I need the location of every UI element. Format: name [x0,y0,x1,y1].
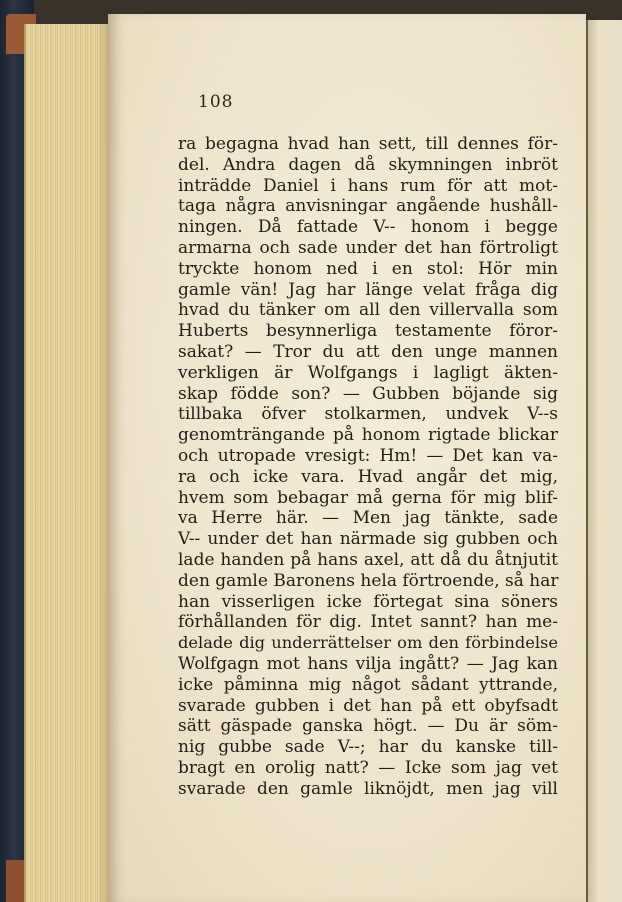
text-line: va Herre här. — Men jag tänkte, sade [178,508,558,529]
text-line: ra begagna hvad han sett, till dennes för- [178,134,558,154]
text-line: taga några anvisningar angående hushåll- [178,196,558,217]
text-line: nig gubbe sade V--; har du kanske till- [178,737,558,758]
text-line: hvad du tänker om all den villervalla som [178,300,558,321]
text-line: svarade den gamle liknöjdt, men jag vill [178,778,558,799]
text-line: han visserligen icke förtegat sina söners [178,591,558,612]
page-number: 108 [198,92,234,112]
text-line: Huberts besynnerliga testamente föror- [178,321,558,342]
book-page [108,14,586,902]
text-line: den gamle Baronens hela förtroende, så har [178,570,559,591]
text-line: och utropade vresigt: Hm! — Det kan va- [178,445,558,466]
text-line: förhållanden för dig. Intet sannt? han me- [178,612,558,633]
text-line: verkligen är Wolfgangs i lagligt äkten- [178,362,558,383]
text-line: hvem som bebagar må gerna för mig blif- [178,487,558,508]
text-line: sätt gäspade ganska högt. — Du är söm- [178,716,558,737]
text-line: lade handen på hans axel, att då du åtnjutit [178,549,558,570]
text-line: genomträngande på honom rigtade blickar [178,425,558,446]
text-line: gamle vän! Jag har länge velat fråga dig [178,279,558,300]
facing-page-edge [586,20,622,902]
text-line: del. Andra dagen då skymningen inbröt [178,154,558,175]
text-line: sakat? — Tror du att den unge mannen [178,341,558,362]
body-text [178,134,558,800]
text-line: V-- under det han närmade sig gubben och [178,529,558,550]
text-line: inträdde Daniel i hans rum för att mot- [178,175,558,196]
text-line: ra och icke vara. Hvad angår det mig, [178,466,558,487]
text-line: ningen. Då fattade V-- honom i begge [178,217,558,238]
text-line: skap födde son? — Gubben böjande sig [178,383,558,404]
text-line: tryckte honom ned i en stol: Hör min [178,258,558,279]
text-line: bragt en orolig natt? — Icke som jag vet [178,757,558,778]
text-line: delade dig underrättelser om den förbindelse [178,633,558,653]
text-line: tillbaka öfver stolkarmen, undvek V--s [178,404,558,425]
text-line: icke påminna mig något sådant yttrande, [178,674,558,695]
text-line: Wolfgagn mot hans vilja ingått? — Jag kan [178,653,558,674]
text-line: svarade gubben i det han på ett obyfsadt [178,695,558,716]
text-line: armarna och sade under det han förtroligt [178,237,558,258]
